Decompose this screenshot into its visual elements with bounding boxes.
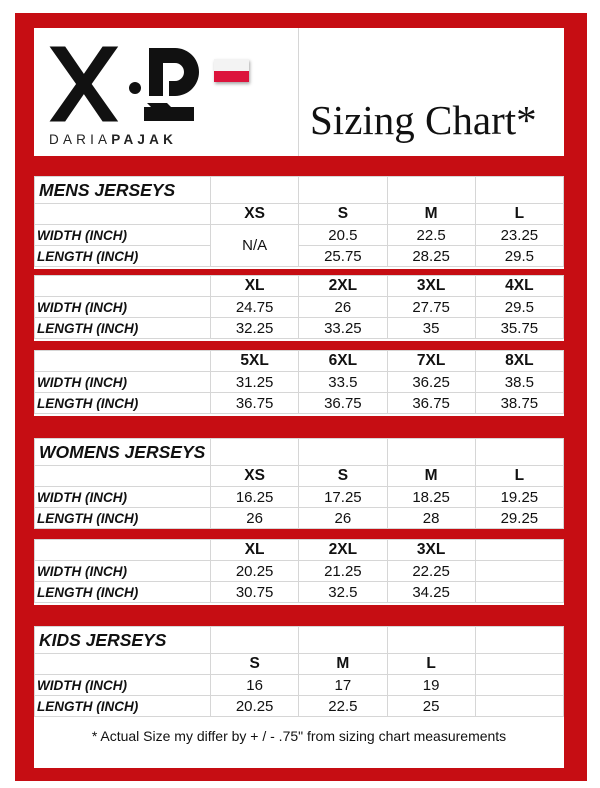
length-value: 30.75 [211, 582, 299, 603]
width-value: 16 [211, 675, 299, 696]
length-value: 36.75 [299, 393, 387, 414]
width-label: WIDTH (INCH) [35, 297, 211, 318]
size-header: 2XL [299, 276, 387, 297]
size-header: S [211, 654, 299, 675]
size-header [475, 654, 563, 675]
size-header: XL [211, 276, 299, 297]
length-label: LENGTH (INCH) [35, 696, 211, 717]
length-label: LENGTH (INCH) [35, 318, 211, 339]
size-header: S [299, 466, 387, 487]
size-header: S [299, 204, 387, 225]
length-value: 26 [299, 508, 387, 529]
size-header: M [299, 654, 387, 675]
brand-name: DARIAPAJAK [49, 132, 178, 147]
width-value: 29.5 [475, 297, 563, 318]
length-value: 35.75 [475, 318, 563, 339]
length-value: 33.25 [299, 318, 387, 339]
width-value: 17.25 [299, 487, 387, 508]
length-value: 28 [387, 508, 475, 529]
length-label: LENGTH (INCH) [35, 393, 211, 414]
length-label: LENGTH (INCH) [35, 582, 211, 603]
size-header: L [475, 466, 563, 487]
width-value: 33.5 [299, 372, 387, 393]
size-header: M [387, 466, 475, 487]
page-title: Sizing Chart* [310, 97, 537, 143]
size-header: L [387, 654, 475, 675]
size-header: L [475, 204, 563, 225]
mens-block-2 [34, 275, 564, 341]
width-value: 19.25 [475, 487, 563, 508]
length-value: 29.25 [475, 508, 563, 529]
width-value: 21.25 [299, 561, 387, 582]
length-label: LENGTH (INCH) [35, 246, 211, 267]
width-value: 27.75 [387, 297, 475, 318]
length-value: 26 [211, 508, 299, 529]
section-title: MENS JERSEYS [35, 177, 211, 204]
length-value: 25.75 [299, 246, 387, 267]
width-value: 36.25 [387, 372, 475, 393]
mens-block-1 [34, 176, 564, 269]
width-label: WIDTH (INCH) [35, 561, 211, 582]
width-label: WIDTH (INCH) [35, 487, 211, 508]
width-value: 19 [387, 675, 475, 696]
length-value: 28.25 [387, 246, 475, 267]
size-header: XS [211, 466, 299, 487]
size-header: 3XL [387, 276, 475, 297]
size-header: 6XL [299, 351, 387, 372]
length-value: 34.25 [387, 582, 475, 603]
width-value: 31.25 [211, 372, 299, 393]
size-header: 5XL [211, 351, 299, 372]
mens-block-3 [34, 350, 564, 416]
size-header: M [387, 204, 475, 225]
section-title: WOMENS JERSEYS [35, 439, 211, 466]
size-header: 3XL [387, 540, 475, 561]
width-value: 26 [299, 297, 387, 318]
length-value: 25 [387, 696, 475, 717]
width-value: 38.5 [475, 372, 563, 393]
width-value [475, 675, 563, 696]
width-value: 20.5 [299, 225, 387, 246]
womens-block-1 [34, 438, 564, 528]
length-value: 29.5 [475, 246, 563, 267]
size-header: 2XL [299, 540, 387, 561]
size-header: XL [211, 540, 299, 561]
length-value: 36.75 [387, 393, 475, 414]
width-label: WIDTH (INCH) [35, 372, 211, 393]
xd-logo [48, 45, 208, 125]
brand-logo-area [34, 28, 299, 156]
length-value [475, 696, 563, 717]
width-value: 16.25 [211, 487, 299, 508]
womens-block-2 [34, 539, 564, 605]
width-label: WIDTH (INCH) [35, 675, 211, 696]
size-header: 7XL [387, 351, 475, 372]
width-value: 22.5 [387, 225, 475, 246]
length-value: 35 [387, 318, 475, 339]
length-value: 20.25 [211, 696, 299, 717]
header-panel [34, 28, 564, 156]
size-header: 8XL [475, 351, 563, 372]
na-cell: N/A [211, 225, 299, 267]
size-header: 4XL [475, 276, 563, 297]
width-value: 24.75 [211, 297, 299, 318]
section-title: KIDS JERSEYS [35, 627, 211, 654]
length-value: 32.5 [299, 582, 387, 603]
width-label: WIDTH (INCH) [35, 225, 211, 246]
width-value: 17 [299, 675, 387, 696]
width-value: 22.25 [387, 561, 475, 582]
footnote: * Actual Size my differ by + / - .75" from sizing chart measurements [91, 728, 507, 744]
width-value [475, 561, 563, 582]
size-header: XS [211, 204, 299, 225]
kids-block [34, 626, 564, 768]
length-label: LENGTH (INCH) [35, 508, 211, 529]
size-header [475, 540, 563, 561]
length-value [475, 582, 563, 603]
length-value: 38.75 [475, 393, 563, 414]
length-value: 32.25 [211, 318, 299, 339]
poland-flag-icon [214, 59, 249, 82]
width-value: 18.25 [387, 487, 475, 508]
width-value: 20.25 [211, 561, 299, 582]
length-value: 22.5 [299, 696, 387, 717]
width-value: 23.25 [475, 225, 563, 246]
length-value: 36.75 [211, 393, 299, 414]
